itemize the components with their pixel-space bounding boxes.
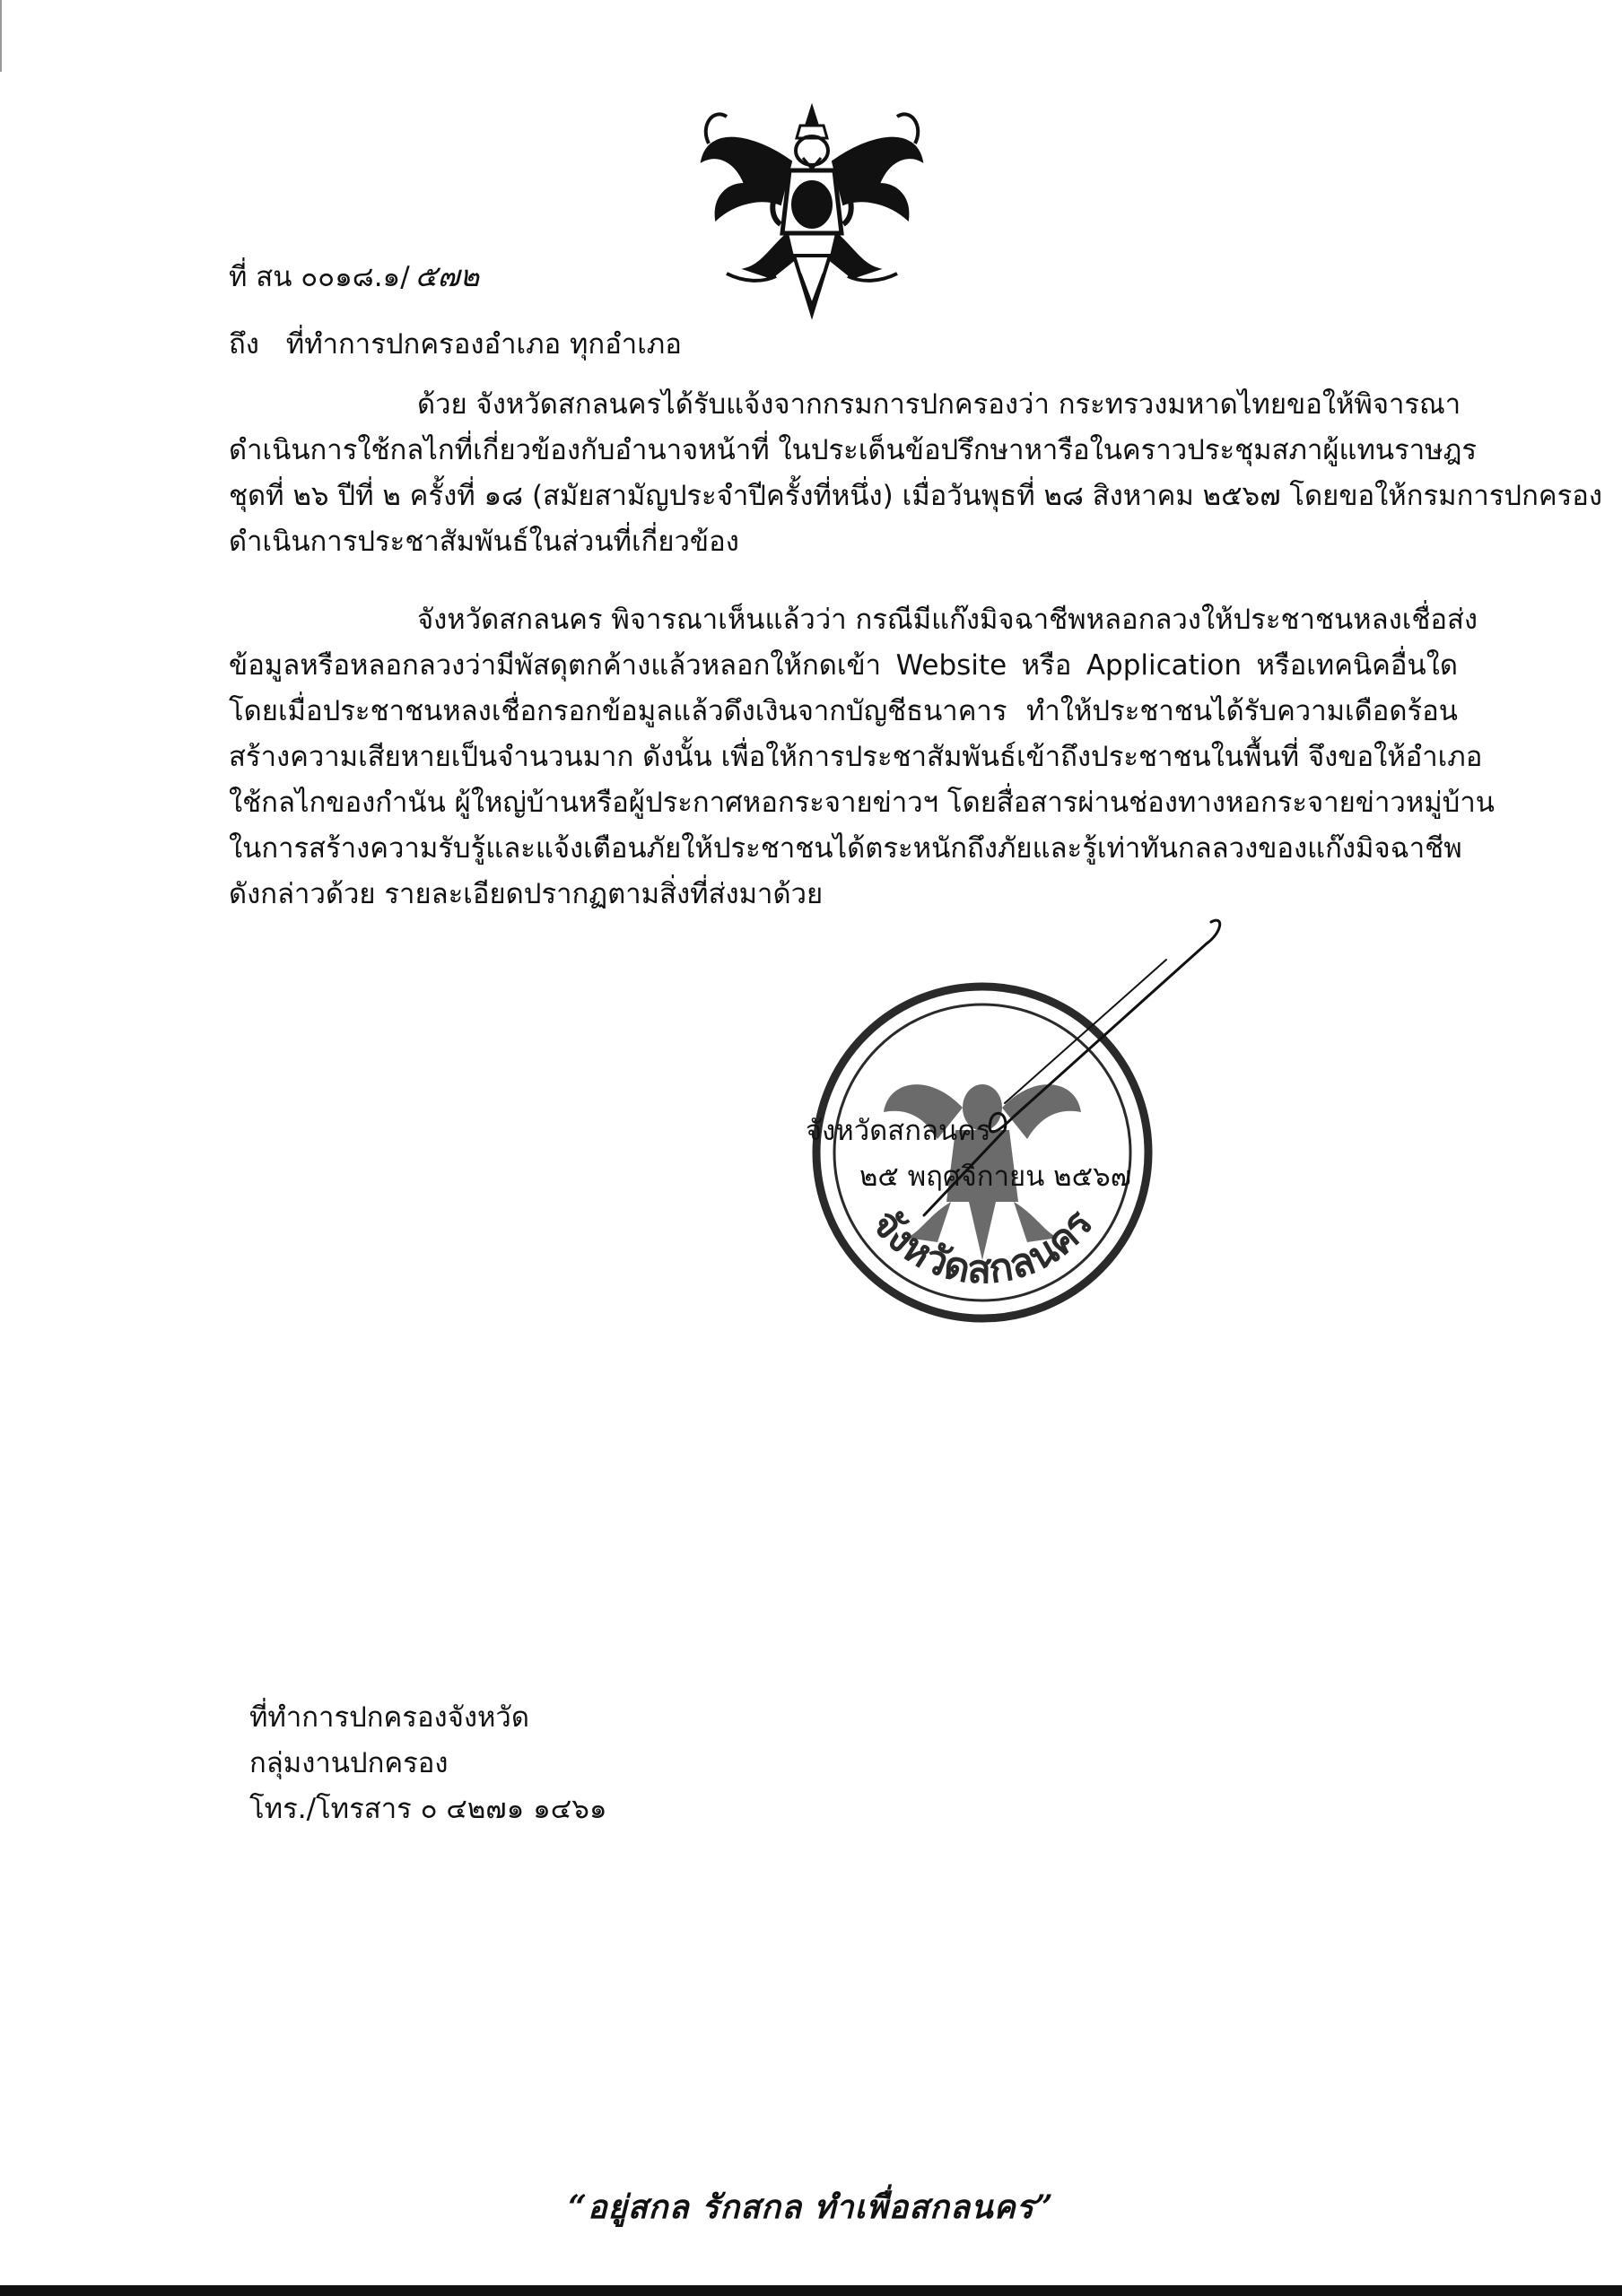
sender-office: ที่ทำการปกครองจังหวัด: [249, 1701, 529, 1734]
paragraph-line: ข้อมูลหรือหลอกลวงว่ามีพัสดุตกค้างแล้วหลอกให้กดเข้า Website หรือ Application หรือเทคนิคอื่นใด: [229, 649, 1458, 682]
handwritten-signature: [897, 906, 1238, 1229]
reference-handwritten-number: ๕๗๒: [414, 258, 480, 293]
recipient-line: [229, 326, 682, 362]
paragraph-line: ใช้กลไกของกำนัน ผู้ใหญ่บ้านหรือผู้ประกาศหอกระจายข่าวฯ โดยสื่อสารผ่านช่องทางหอกระจายข่าวหมู่บ้าน: [229, 787, 1495, 819]
signing-authority: จังหวัดสกลนคร: [806, 1115, 991, 1147]
sender-phone-fax: โทร./โทรสาร ๐ ๔๒๗๑ ๑๔๖๑: [249, 1793, 607, 1825]
paragraph-line: ในการสร้างความรับรู้และแจ้งเตือนภัยให้ประชาชนได้ตระหนักถึงภัยและรู้เท่าทันกลลวงของแก๊งมิจฉาชีพ: [229, 832, 1462, 865]
paragraph-line: ดำเนินการใช้กลไกที่เกี่ยวข้องกับอำนาจหน้าที่ ในประเด็นข้อปรึกษาหารือในคราวประชุมสภาผู้แทนราษฎร: [229, 434, 1478, 466]
sender-division: กลุ่มงานปกครอง: [249, 1747, 449, 1779]
paragraph-line: สร้างความเสียหายเป็นจำนวนมาก ดังนั้น เพื่อให้การประชาสัมพันธ์เข้าถึงประชาชนในพื้นที่ จึงขอให้อำเภอ: [229, 741, 1483, 773]
garuda-emblem: [691, 99, 933, 323]
sender-contact-block: [249, 1695, 607, 1832]
recipient-value: ที่ทำการปกครองอำเภอ ทุกอำเภอ: [285, 328, 682, 361]
paragraph-line: ชุดที่ ๒๖ ปีที่ ๒ ครั้งที่ ๑๘ (สมัยสามัญประจำปีครั้งที่หนึ่ง) เมื่อวันพุธที่ ๒๘ สิงหาคม ๒๕๖๗ โดยขอให้กรมการปกครอง: [229, 480, 1602, 512]
paragraph-line: ดำเนินการประชาสัมพันธ์ในส่วนที่เกี่ยวข้อง: [229, 526, 739, 558]
recipient-label: ถึง: [229, 328, 259, 361]
province-slogan: “อยู่สกล รักสกล ทำเพื่อสกลนคร”: [568, 2188, 1054, 2226]
body-paragraph-1: [229, 382, 1602, 565]
paragraph-line: จังหวัดสกลนคร พิจารณาเห็นแล้วว่า กรณีมีแก๊งมิจฉาชีพหลอกลวงให้ประชาชนหลงเชื่อส่ง: [417, 604, 1478, 636]
signing-date: ๒๕ พฤศจิกายน ๒๕๖๗: [859, 1161, 1132, 1193]
paragraph-line: ด้วย จังหวัดสกลนครได้รับแจ้งจากกรมการปกครองว่า กระทรวงมหาดไทยขอให้พิจารณา: [417, 388, 1461, 421]
bottom-border: [0, 2285, 1622, 2296]
reference-label: ที่ สน ๐๐๑๘.๑/: [229, 261, 410, 293]
paragraph-line: ดังกล่าวด้วย รายละเอียดปรากฏตามสิ่งที่ส่งมาด้วย: [229, 878, 824, 910]
seal-text: จังหวัดสกลนคร: [862, 1201, 1103, 1293]
reference-number: [229, 258, 479, 295]
paragraph-line: โดยเมื่อประชาชนหลงเชื่อกรอกข้อมูลแล้วดึงเงินจากบัญชีธนาคาร ทำให้ประชาชนได้รับความเดือดร้อน: [229, 695, 1458, 727]
scan-edge-mark: [0, 0, 2, 72]
body-paragraph-2: [229, 597, 1495, 918]
